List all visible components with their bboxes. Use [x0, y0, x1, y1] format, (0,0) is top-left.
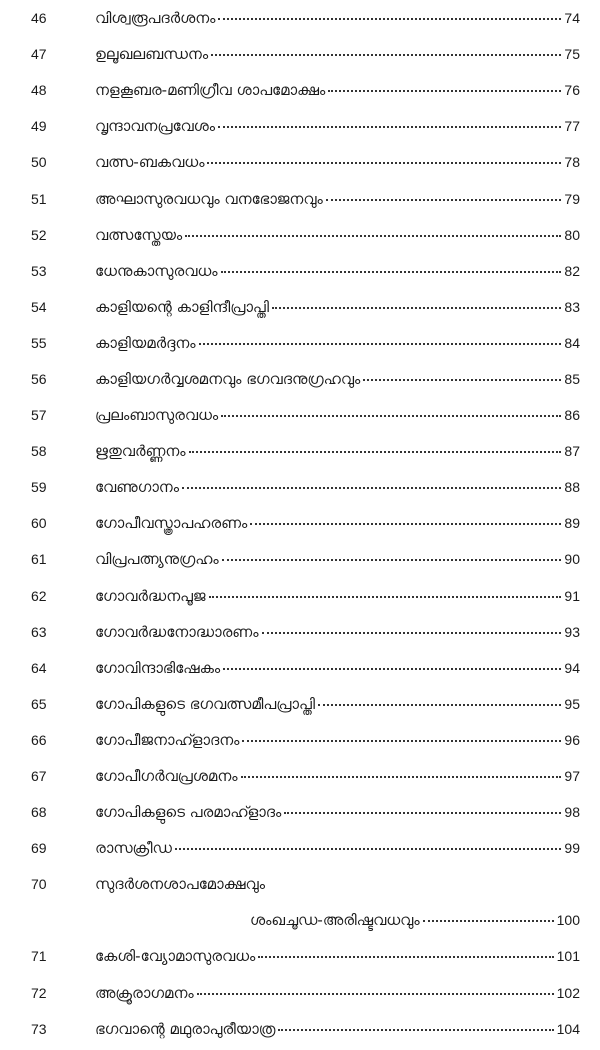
dot-leader	[328, 90, 561, 92]
entry-line	[95, 9, 580, 27]
entry-number: 58	[31, 443, 47, 460]
toc-entry	[0, 686, 600, 722]
toc-entry-continuation	[0, 902, 600, 938]
dot-leader	[318, 704, 561, 706]
entry-title: കാളിയഗർവ്വശമനവും ഭഗവദനുഗ്രഹവും	[95, 369, 361, 388]
entry-line	[95, 262, 580, 280]
entry-line	[95, 587, 580, 605]
entry-number: 52	[31, 226, 47, 243]
dot-leader	[185, 235, 561, 237]
toc-entry	[0, 866, 600, 902]
entry-number: 55	[31, 334, 47, 351]
entry-line	[95, 334, 580, 352]
entry-title: ഗോവിന്ദാഭിഷേകം	[95, 658, 221, 677]
entry-line	[95, 117, 580, 135]
dot-leader	[272, 307, 561, 309]
entry-page: 75	[564, 46, 580, 63]
entry-title: അക്രൂരാഗമനം	[95, 983, 194, 1002]
toc-entry	[0, 72, 600, 108]
toc-entry	[0, 361, 600, 397]
entry-page: 80	[564, 226, 580, 243]
entry-line	[95, 153, 580, 171]
entry-number: 57	[31, 407, 47, 424]
entry-line	[95, 623, 580, 641]
entry-line	[95, 478, 580, 496]
toc-entry	[0, 794, 600, 830]
entry-line	[95, 550, 580, 568]
entry-number: 64	[31, 659, 47, 676]
entry-number: 54	[31, 298, 47, 315]
toc-entry	[0, 722, 600, 758]
entry-title: കേശി-വ്യോമാസുരവധം	[95, 947, 256, 966]
entry-page: 99	[564, 840, 580, 857]
entry-page: 86	[564, 407, 580, 424]
dot-leader	[423, 920, 554, 922]
entry-page: 101	[556, 948, 580, 965]
entry-number: 47	[31, 46, 47, 63]
toc-entry	[0, 433, 600, 469]
toc-entry	[0, 469, 600, 505]
dot-leader	[223, 668, 561, 670]
toc-entry	[0, 144, 600, 180]
entry-number: 66	[31, 731, 47, 748]
entry-title: വത്സ-ബകവധം	[95, 153, 205, 172]
toc-entry	[0, 650, 600, 686]
entry-line	[95, 370, 580, 388]
entry-title: ഭഗവാന്റെ മഥുരാപുരീയാത്ര	[95, 1019, 276, 1038]
entry-title: സുദർശനശാപമോക്ഷവും	[95, 875, 266, 894]
dot-leader	[175, 848, 562, 850]
entry-page: 85	[564, 370, 580, 387]
entry-line	[95, 406, 580, 424]
entry-title: ഗോപീവസ്ത്രാപഹരണം	[95, 514, 248, 533]
entry-line	[95, 695, 580, 713]
dot-leader	[211, 54, 561, 56]
entry-line	[95, 45, 580, 63]
dot-leader	[189, 451, 562, 453]
dot-leader	[197, 993, 554, 995]
entry-page: 93	[564, 623, 580, 640]
toc-entry	[0, 180, 600, 216]
entry-number: 51	[31, 190, 47, 207]
entry-title: ഗോവർദ്ധനപൂജ	[95, 586, 206, 605]
toc-entry	[0, 578, 600, 614]
entry-page: 102	[556, 984, 580, 1001]
entry-number: 69	[31, 840, 47, 857]
dot-leader	[182, 487, 561, 489]
entry-title: കാളിയന്റെ കാളിന്ദീപ്രാപ്തി	[95, 297, 269, 316]
dot-leader	[221, 415, 561, 417]
toc-entry	[0, 289, 600, 325]
dot-leader	[221, 271, 562, 273]
toc-entry	[0, 325, 600, 361]
entry-line	[95, 81, 580, 99]
entry-page: 97	[564, 768, 580, 785]
toc-entry	[0, 1011, 600, 1047]
dot-leader	[218, 18, 561, 20]
toc-entry	[0, 975, 600, 1011]
entry-line	[95, 731, 580, 749]
entry-number: 62	[31, 587, 47, 604]
toc-entry	[0, 36, 600, 72]
entry-number: 53	[31, 262, 47, 279]
toc-entry	[0, 938, 600, 974]
toc-entry	[0, 217, 600, 253]
dot-leader	[363, 379, 561, 381]
entry-page: 79	[564, 190, 580, 207]
entry-title: വത്സസ്തേയം	[95, 225, 183, 244]
entry-number: 65	[31, 695, 47, 712]
entry-page: 74	[564, 10, 580, 27]
entry-title: കാളിയമർദ്ദനം	[95, 333, 196, 352]
dot-leader	[242, 740, 561, 742]
dot-leader	[199, 343, 562, 345]
entry-number: 56	[31, 370, 47, 387]
toc-entry	[0, 541, 600, 577]
dot-leader	[222, 559, 562, 561]
entry-title: ഗോപീഗർവപ്രശമനം	[95, 767, 238, 786]
entry-number: 72	[31, 984, 47, 1001]
toc-entry	[0, 397, 600, 433]
toc-entry	[0, 108, 600, 144]
entry-number: 49	[31, 118, 47, 135]
entry-line	[95, 875, 580, 893]
dot-leader	[284, 812, 561, 814]
entry-number: 70	[31, 876, 47, 893]
entry-page: 88	[564, 479, 580, 496]
entry-title: രാസക്രീഡ	[95, 839, 172, 858]
entry-page: 82	[564, 262, 580, 279]
entry-page: 95	[564, 695, 580, 712]
entry-line	[95, 839, 580, 857]
dot-leader	[278, 1029, 553, 1031]
entry-page: 91	[564, 587, 580, 604]
dot-leader	[250, 523, 561, 525]
entry-title: ഉലൂഖലബന്ധനം	[95, 45, 209, 64]
entry-page: 100	[556, 912, 580, 929]
entry-number: 68	[31, 804, 47, 821]
entry-page: 76	[564, 82, 580, 99]
entry-title: അഘാസുരവധവും വനഭോജനവും	[95, 189, 323, 208]
dot-leader	[241, 776, 562, 778]
entry-number: 71	[31, 948, 47, 965]
dot-leader	[218, 126, 561, 128]
entry-title: ഗോവർദ്ധനോദ്ധാരണം	[95, 622, 259, 641]
entry-line	[95, 190, 580, 208]
toc-entry	[0, 758, 600, 794]
entry-number: 59	[31, 479, 47, 496]
entry-title: ഗോപീജനാഹ്ളാദനം	[95, 730, 240, 749]
entry-page: 84	[564, 334, 580, 351]
dot-leader	[326, 199, 562, 201]
dot-leader	[262, 632, 562, 634]
entry-title: വിപ്രപത്ന്യനുഗ്രഹം	[95, 550, 219, 569]
entry-line	[95, 659, 580, 677]
entry-page: 83	[564, 298, 580, 315]
toc-entry	[0, 253, 600, 289]
entry-number: 60	[31, 515, 47, 532]
entry-page: 104	[556, 1020, 580, 1037]
entry-line	[95, 984, 580, 1002]
toc-entry	[0, 614, 600, 650]
entry-title: ഋതുവർണ്ണനം	[95, 442, 186, 461]
entry-title-continuation: ശംഖചൂഡ-അരിഷ്ടവധവും	[250, 911, 420, 930]
entry-number: 50	[31, 154, 47, 171]
entry-line	[95, 442, 580, 460]
entry-line	[95, 226, 580, 244]
entry-line	[250, 911, 580, 929]
entry-page: 78	[564, 154, 580, 171]
entry-page: 87	[564, 443, 580, 460]
entry-page: 89	[564, 515, 580, 532]
entry-title: വൃന്ദാവനപ്രവേശം	[95, 117, 216, 136]
entry-number: 61	[31, 551, 47, 568]
dot-leader	[207, 162, 561, 164]
entry-page: 98	[564, 804, 580, 821]
entry-page: 77	[564, 118, 580, 135]
entry-number: 63	[31, 623, 47, 640]
entry-title: വേണുഗാനം	[95, 478, 180, 497]
entry-title: ഗോപികളുടെ ഭഗവത്സമീപപ്രാപ്തി	[95, 694, 316, 713]
toc-entry	[0, 505, 600, 541]
entry-line	[95, 767, 580, 785]
entry-line	[95, 947, 580, 965]
entry-line	[95, 298, 580, 316]
entry-line	[95, 803, 580, 821]
entry-line	[95, 1020, 580, 1038]
toc-entry	[0, 830, 600, 866]
toc-entry	[0, 0, 600, 36]
dot-leader	[209, 596, 562, 598]
entry-title: ഗോപികളുടെ പരമാഹ്ളാദം	[95, 803, 282, 822]
entry-page: 96	[564, 731, 580, 748]
entry-title: നളകൂബര-മണിഗ്രീവ ശാപമോക്ഷം	[95, 81, 326, 100]
entry-title: ധേനുകാസുരവധം	[95, 261, 218, 280]
entry-number: 48	[31, 82, 47, 99]
entry-number: 67	[31, 768, 47, 785]
entry-title: വിശ്വരൂപദർശനം	[95, 9, 216, 28]
entry-number: 46	[31, 10, 47, 27]
entry-title: പ്രലംബാസുരവധം	[95, 406, 219, 425]
dot-leader	[258, 956, 553, 958]
entry-page: 94	[564, 659, 580, 676]
entry-number: 73	[31, 1020, 47, 1037]
entry-page: 90	[564, 551, 580, 568]
entry-line	[95, 514, 580, 532]
